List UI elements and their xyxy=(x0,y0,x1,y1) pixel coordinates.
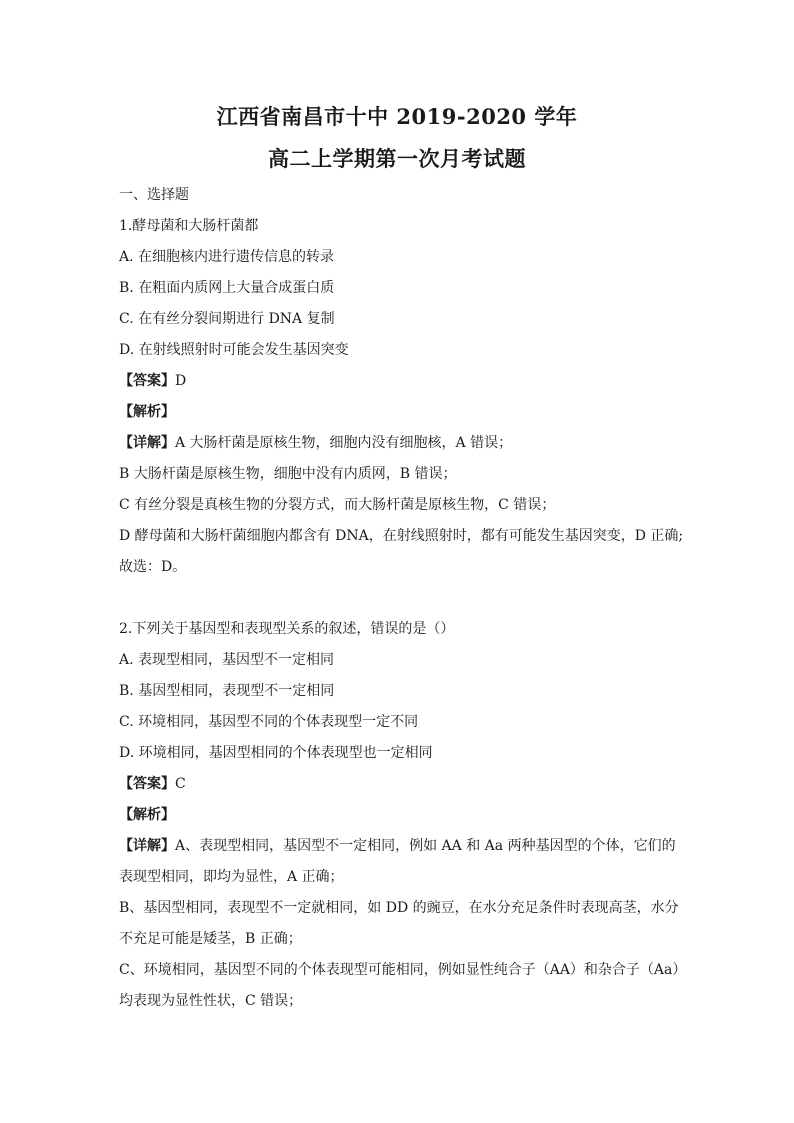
answer-value: D xyxy=(175,373,187,389)
question-1-option-a: A. 在细胞核内进行遗传信息的转录 xyxy=(119,249,335,265)
question-2-option-b: B. 基因型相同，表现型不一定相同 xyxy=(119,683,335,699)
question-1-detail-3: C 有丝分裂是真核生物的分裂方式，而大肠杆菌是原核生物，C 错误； xyxy=(119,497,556,513)
section-heading: 一、选择题 xyxy=(119,187,189,203)
question-1-option-b: B. 在粗面内质网上大量合成蛋白质 xyxy=(119,280,335,296)
question-2-analysis-label: 【解析】 xyxy=(119,807,175,823)
document-title-line2: 高二上学期第一次月考试题 xyxy=(268,146,526,171)
question-1-stem: 1.酵母菌和大肠杆菌都 xyxy=(119,218,259,234)
detail-text: A 大肠杆菌是原核生物，细胞内没有细胞核，A 错误； xyxy=(175,435,513,451)
answer-value: C xyxy=(175,776,186,792)
question-1-detail-4: D 酵母菌和大肠杆菌细胞内都含有 DNA，在射线照射时，都有可能发生基因突变，D 正确; xyxy=(119,528,684,544)
question-2-stem: 2.下列关于基因型和表现型关系的叙述，错误的是（） xyxy=(119,621,455,637)
question-2-option-a: A. 表现型相同，基因型不一定相同 xyxy=(119,652,335,668)
question-1-detail-2: B 大肠杆菌是原核生物，细胞中没有内质网，B 错误； xyxy=(119,466,457,482)
question-1-detail-1 xyxy=(119,432,679,463)
question-2-detail-5: C、环境相同，基因型不同的个体表现型可能相同，例如显性纯合子（AA）和杂合子（Aa） xyxy=(119,962,687,978)
question-1-option-c: C. 在有丝分裂间期进行 DNA 复制 xyxy=(119,311,335,327)
question-2-detail-6: 均表现为显性性状，C 错误； xyxy=(119,993,303,1009)
question-2-option-d: D. 环境相同，基因型相同的个体表现型也一定相同 xyxy=(119,745,433,761)
question-2-option-c: C. 环境相同，基因型不同的个体表现型一定不同 xyxy=(119,714,419,730)
detail-label: 【详解】 xyxy=(119,435,175,451)
question-1-analysis-label: 【解析】 xyxy=(119,404,175,420)
question-2-detail-3: B、基因型相同，表现型不一定就相同，如 DD 的豌豆，在水分充足条件时表现高茎，水分 xyxy=(119,900,679,916)
question-2-detail-1 xyxy=(119,835,679,866)
answer-label: 【答案】 xyxy=(119,776,175,792)
question-2-answer xyxy=(119,773,679,804)
question-2-detail-2: 表现型相同，即均为显性，A 正确； xyxy=(119,869,344,885)
document-body xyxy=(119,184,687,1021)
document-title-line1: 江西省南昌市十中 2019-2020 学年 xyxy=(216,104,578,129)
question-1-option-d: D. 在射线照射时可能会发生基因突变 xyxy=(119,342,349,358)
question-2-detail-4: 不充足可能是矮茎，B 正确； xyxy=(119,931,302,947)
detail-text: A、表现型相同，基因型不一定相同，例如 AA 和 Aa 两种基因型的个体，它们的 xyxy=(175,838,676,854)
question-1-answer xyxy=(119,370,679,401)
answer-label: 【答案】 xyxy=(119,373,175,389)
question-1-detail-5: 故选：D。 xyxy=(119,559,187,575)
detail-label: 【详解】 xyxy=(119,838,175,854)
